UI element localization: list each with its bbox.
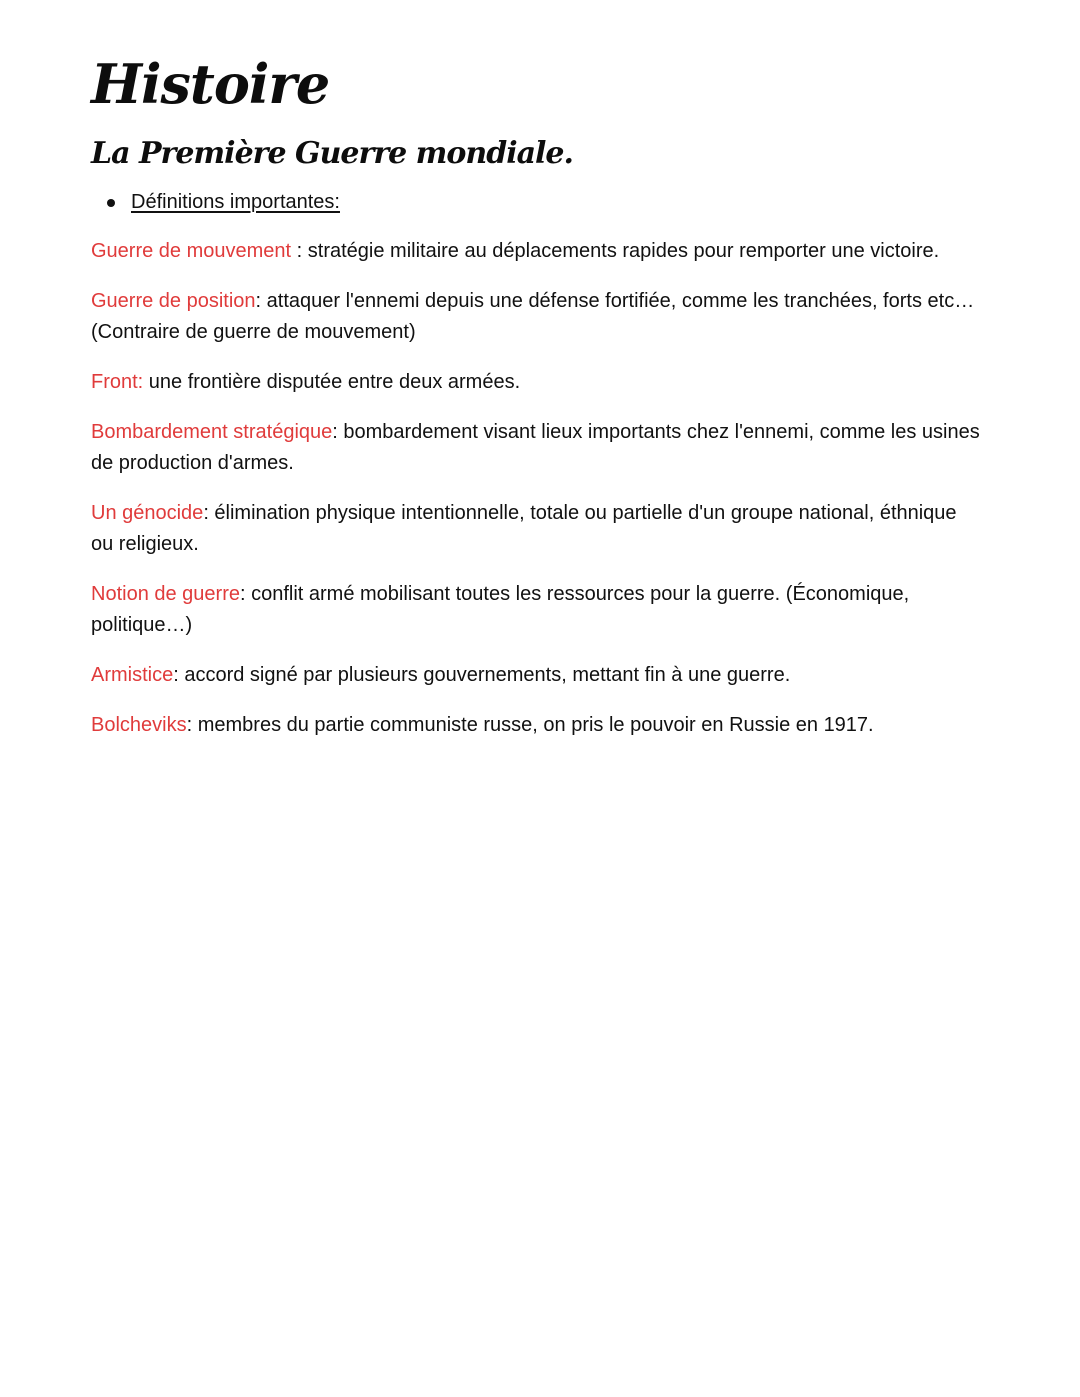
definition-text: : membres du partie communiste russe, on pris le pouvoir en Russie en 1917. <box>186 714 874 736</box>
document-page <box>91 48 981 760</box>
definition-text: : bombardement visant lieux importants chez l'ennemi, comme les usines de production d'armes. <box>91 421 980 474</box>
definition-item <box>91 236 981 267</box>
definition-item <box>91 286 981 348</box>
definition-text: : élimination physique intentionnelle, totale ou partielle d'un groupe national, éthnique ou religieux. <box>91 502 957 555</box>
definition-item <box>91 660 981 691</box>
definition-item <box>91 367 981 398</box>
bullet-item <box>91 188 981 216</box>
definition-term: Front: <box>91 371 144 393</box>
definition-text: une frontière disputée entre deux armées. <box>143 371 521 393</box>
definition-item <box>91 710 981 741</box>
bullet-label: Définitions importantes: <box>131 191 340 213</box>
definition-term: Armistice <box>91 664 174 686</box>
definitions-list <box>91 236 981 741</box>
definition-text: : stratégie militaire au déplacements rapides pour remporter une victoire. <box>296 240 940 262</box>
definition-text: : conflit armé mobilisant toutes les ressources pour la guerre. (Économique, politique…) <box>91 583 910 636</box>
bullet-list <box>91 188 981 216</box>
definition-term: Notion de guerre <box>91 583 240 605</box>
definition-term: Guerre de position <box>91 290 256 312</box>
definition-item <box>91 579 981 641</box>
page-subtitle: La Première Guerre mondiale. <box>91 136 573 171</box>
definition-term: Guerre de mouvement <box>91 240 297 262</box>
definition-item <box>91 498 981 560</box>
definition-text: : accord signé par plusieurs gouvernements, mettant fin à une guerre. <box>173 664 791 686</box>
definition-item <box>91 417 981 479</box>
page-title: Histoire <box>91 52 330 116</box>
bullet-dot-icon <box>107 199 115 207</box>
definition-term: Bolcheviks <box>91 714 187 736</box>
definition-term: Bombardement stratégique <box>91 421 333 443</box>
definition-text: : attaquer l'ennemi depuis une défense fortifiée, comme les tranchées, forts etc…(Contraire de guerre de mouvement) <box>91 290 975 343</box>
definition-term: Un génocide <box>91 502 204 524</box>
